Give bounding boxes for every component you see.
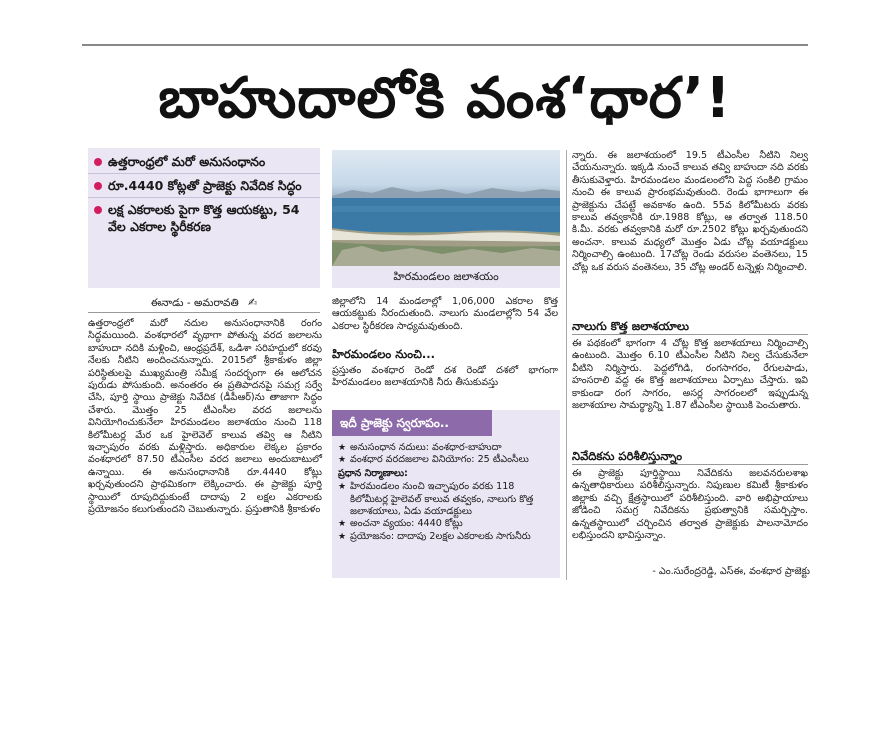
project-box-body	[338, 442, 554, 543]
reservoir-illustration	[332, 150, 560, 266]
star-icon: ★	[338, 443, 347, 453]
highlights-box	[88, 148, 320, 288]
article-column-1: ఉత్తరాంధ్రలో మరో నదుల అనుసంధానానికి రంగం సిద్ధమయింది. వంశధారలో వృథాగా పోతున్న వరద జలాలను బాహుదా నదికి మళ్లించి, ఆంధ్రప్రదేశ్, ఒడిశా సరిహద్దులో కరవు నేలకు నీటిని అందించనున్నారు. 2015లో శ్రీకాకుళం జిల్లా పరిస్థితులపై ముఖ్యమంత్రి సమీక్ష సందర్భంగా ఈ ఆలోచన పురుడు పోసుకుంది. అనంతరం ఈ ప్రతిపాదనపై సమగ్ర సర్వే చేసి, పూర్తి స్థాయి ప్రాజెక్టు నివేదిక (డీపీఆర్‌)ను తాజాగా సిద్ధం చేశారు. మొత్తం 25 టీఎంసీల వరద జలాలను వినియోగించుకునేలా హిరమండలం జలాశయం నుంచి 118 కిలోమీటర్ల మేర ఒక హైలెవెల్‌ కాలువ తవ్వి ఆ నీటిని ఇచ్ఛాపురం వరకు మళ్లిస్తారు. అధికారుల లెక్కల ప్రకారం వంశధారలో 87.50 టీఎంసీల వరద జలాలు అందుబాటులో ఉన్నాయి. ఈ అనుసంధానానికి రూ.4440 కోట్లు ఖర్చవుతుందని ప్రాథమికంగా లెక్కించారు. ఈ ప్రాజెక్టు పూర్తి స్థాయిలో రూపుదిద్దుకుంటే దాదాపు 2 లక్షల ఎకరాలకు ప్రయోజనం కలుగుతుందని చెబుతున్నారు. ప్రస్తుతానికి శ్రీకాకుళం	[88, 318, 322, 516]
project-detail	[338, 454, 554, 466]
highlight-text: ఉత్తరాంధ్రలో మరో అనుసంధానం	[108, 154, 266, 169]
bullet-icon	[94, 206, 102, 214]
article-column-2-text: జిల్లాలోని 14 మండలాల్లో 1,06,000 ఎకరాల కొత్త ఆయకట్టుకు నీరందుతుంది. నాలుగు మండలాల్లోని 54 వేల ఎకరాల స్థిరీకరణ సాధ్యమవుతుంది.	[332, 296, 558, 332]
star-icon: ★	[338, 531, 347, 542]
byline-text: ఈనాడు - అమరావతి	[150, 297, 239, 309]
project-structure	[338, 518, 554, 530]
project-structure	[338, 531, 554, 543]
subheading-new-reservoirs: నాలుగు కొత్త జలాశయాలు	[572, 318, 808, 335]
article-column-3-quote: ఈ ప్రాజెక్టు పూర్తిస్థాయి నివేదికను జలవనరులశాఖ ఉన్నతాధికారులు పరిశీలిస్తున్నారు. నిపుణుల కమిటీ శ్రీకాకుళం జిల్లాకు వచ్చి క్షేత్రస్థాయిలో పరిశీలిస్తుంది. వారి అభిప్రాయాలు జోడించి సమగ్ర నివేదికను ప్రభుత్వానికి సమర్పిస్తాం. ఉన్నతస్థాయిలో చర్చించిన తర్వాత ప్రాజెక్టుకు పాలనామోదం లభిస్తుందని భావిస్తున్నాం.	[572, 468, 808, 542]
bullet-icon	[94, 158, 102, 166]
subheading-report-review: నివేదికను పరిశీలిస్తున్నాం	[572, 448, 808, 465]
headline: బాహుదాలోకి వంశ‘ధార’!	[158, 66, 732, 131]
subheading-hiramandalam: హిరమండలం నుంచి...	[332, 347, 435, 361]
star-icon: ★	[338, 519, 347, 530]
project-box-title: ఇదీ ప్రాజెక్టు స్వరూపం..	[332, 410, 492, 436]
photo-caption: హిరమండలం జలాశయం	[332, 266, 560, 288]
project-structure	[338, 481, 554, 518]
star-icon: ★	[338, 455, 347, 466]
article-column-2-continued: ప్రస్తుతం వంశధార రెండో దశ రెండో దశలో భాగంగా హిరమండలం జలాశయానికి నీరు తీసుకువస్తు	[332, 365, 558, 389]
top-rule	[82, 44, 808, 46]
highlight-text: రూ.4440 కోట్లతో ప్రాజెక్టు నివేదిక సిద్ధం	[108, 178, 302, 193]
article-column-3: న్నారు. ఈ జలాశయంలో 19.5 టీఎంసీల నీటిని నిల్వ చేయనున్నారు. ఇక్కడి నుంచే కాలువ తవ్వి బాహుదా నది వరకు తీసుకువెళ్తారు. హిరమండలం మండలంలోని పెద్ద సంకిలి గ్రామం నుంచి ఈ కాలువ ప్రారంభమవుతుంది. రెండు భాగాలుగా ఈ ప్రాజెక్టును చేపట్టే అవకాశం ఉంది. 55వ కిలోమీటరు వరకు కాలువ తవ్వకానికి రూ.1988 కోట్లు, ఆ తర్వాత 118.50 కి.మీ. వరకు తవ్వకానికి మరో రూ.2502 కోట్లు ఖర్చవుతుందని అంచనా. కాలువ మధ్యలో మొత్తం ఏడు చోట్ల వయాడక్టులు నిర్మించాల్సి ఉంటుంది. 17చోట్ల రెండు వరుసల వంతెనలు, 15 చోట్ల ఒక వరుస వంతెనలు, 35 చోట్ల అండర్‌ టన్నెళ్లు నిర్మించాలి.	[572, 150, 808, 273]
project-structure-text: హిరమండలం నుంచి ఇచ్ఛాపురం వరకు 118 కిలోమీటర్ల హైలెవల్‌ కాలువ తవ్వకం, నాలుగు కొత్త జలాశయాలు, ఏడు వయాడక్టులు	[350, 481, 534, 518]
bullet-icon	[94, 182, 102, 190]
highlight-item	[88, 150, 320, 174]
highlight-text: లక్ష ఎకరాలకు పైగా కొత్త ఆయకట్టు, 54 వేల ఎకరాల స్థిరీకరణ	[108, 202, 300, 234]
project-subheading: ప్రధాన నిర్మాణాలు:	[338, 467, 408, 479]
project-structure-text: ప్రయోజనం: దాదాపు 2లక్షల ఎకరాలకు సాగునీరు	[350, 530, 531, 542]
pen-icon: ✍	[248, 296, 258, 309]
project-structure-text: అంచనా వ్యయం: 4440 కోట్లు	[350, 518, 463, 530]
project-detail	[338, 442, 554, 454]
byline	[88, 294, 320, 313]
highlight-item	[88, 174, 320, 198]
quote-signature: - ఎం.సురేంద్రరెడ్డి, ఎస్‌ఈ, వంశధార ప్రాజెక్టు	[652, 566, 810, 577]
star-icon: ★	[338, 482, 347, 493]
project-detail-text: అనుసంధాన నదులు: వంశధార-బాహుదా	[350, 442, 502, 453]
column-divider	[566, 150, 567, 580]
highlight-item	[88, 198, 320, 238]
article-column-3-reservoirs: ఈ పథకంలో భాగంగా 4 చోట్ల కొత్త జలాశయాలు నిర్మించాల్సి ఉంటుంది. మొత్తం 6.10 టీఎంసీల నీటిని నిల్వ చేసుకునేలా వీటిని నిర్మిస్తారు. పెద్దలోగిడి, రంగసాగరం, రేగులపాడు, హంసరాలి వద్ద ఈ కొత్త జలాశయాలు ఏర్పాటు చేస్తారు. ఇవి కాకుండా రంగ సాగరం, అసర్ల సాగరంలలో ఇప్పుడున్న జలాశయాల సామర్థ్యాన్ని 1.87 టీఎంసీల స్థాయికి పెంచుతారు.	[572, 338, 808, 412]
project-detail-text: వంశధార వరదజలాల వినియోగం: 25 టీఎంసీలు	[350, 454, 529, 466]
reservoir-photo	[332, 150, 560, 266]
